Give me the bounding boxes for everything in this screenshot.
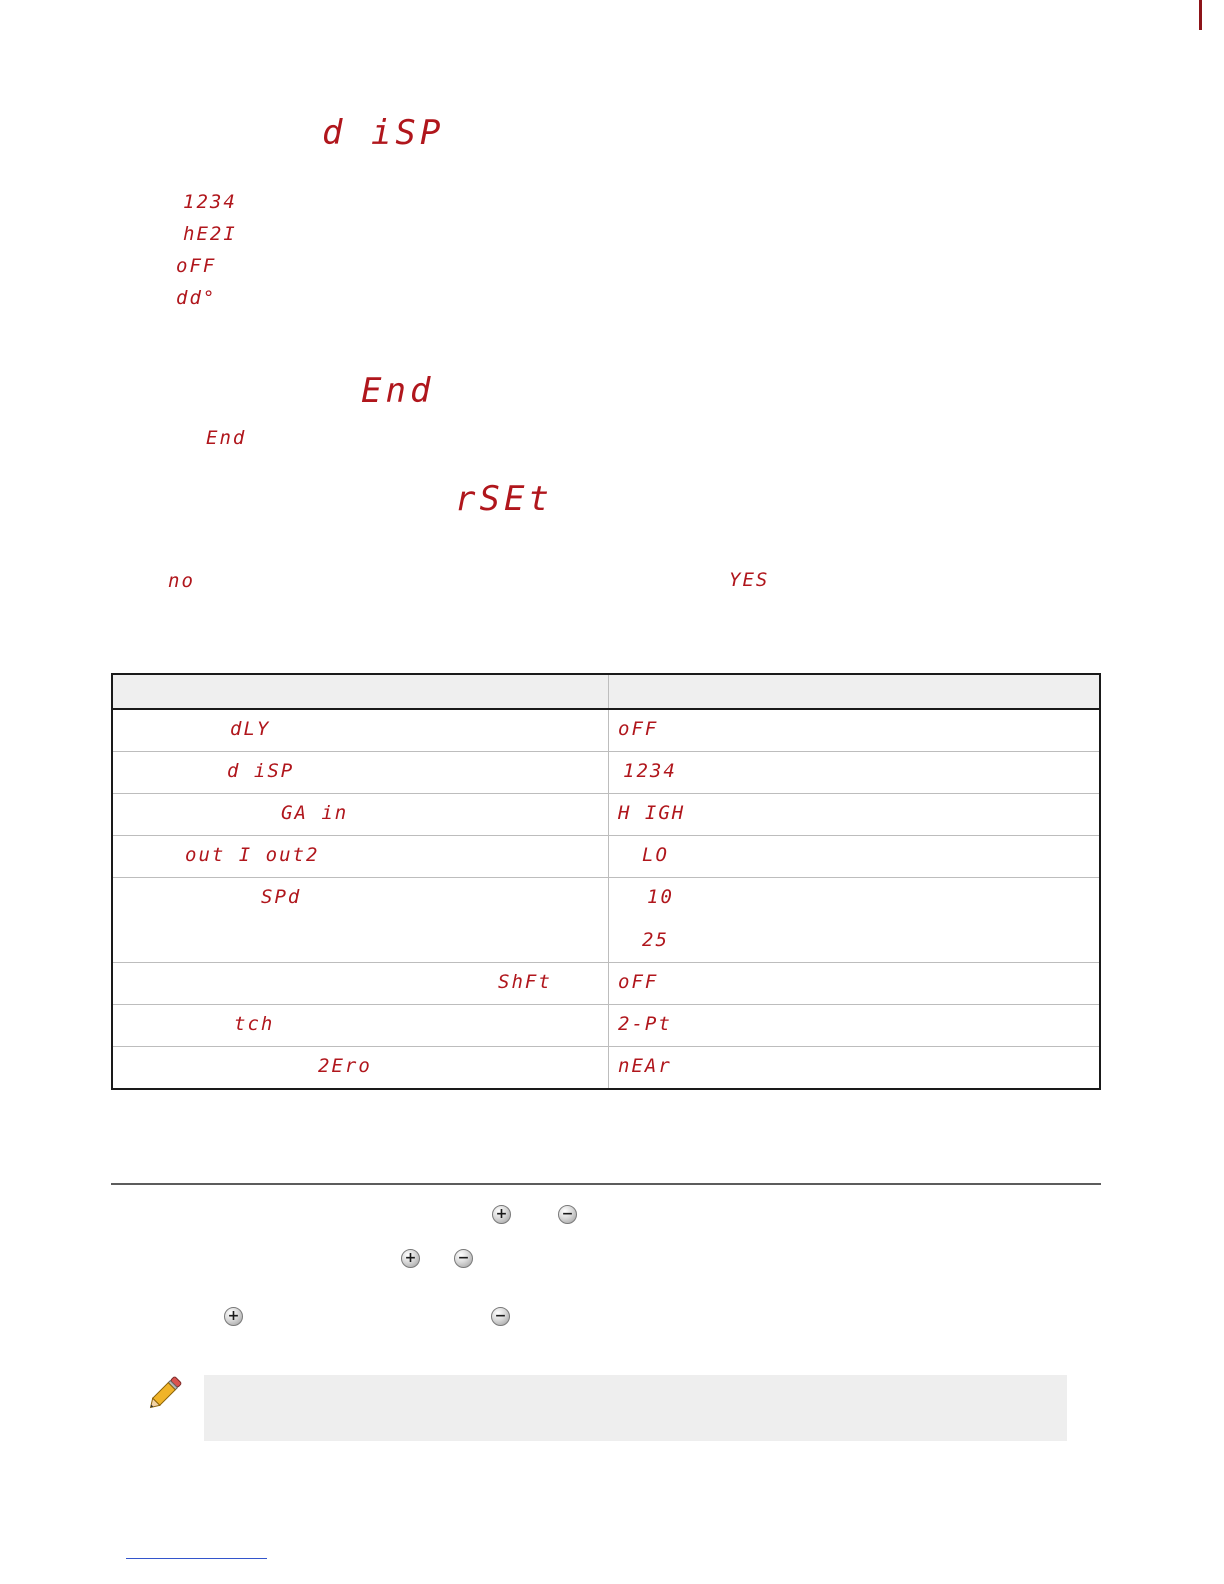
table-cell-value (609, 752, 1101, 794)
param-teach: tch (234, 1013, 275, 1035)
table-cell-value (609, 709, 1101, 752)
disp-option-dd: dd° (176, 287, 217, 309)
param-dly: dLY (230, 718, 271, 740)
table-cell-parameter (112, 836, 609, 878)
plus-button-icon: + (401, 1249, 420, 1268)
table-row (112, 878, 1100, 963)
rset-heading-display: rSEt (455, 479, 553, 519)
table-cell-parameter (112, 794, 609, 836)
param-speed: SPd (261, 886, 302, 908)
value-outputs: LO (642, 844, 669, 866)
note-box (204, 1375, 1067, 1441)
section-divider (111, 1183, 1101, 1185)
table-cell-parameter (112, 878, 609, 963)
disp-option-off: oFF (176, 255, 217, 277)
table-cell-parameter (112, 1047, 609, 1090)
value-teach: 2-Pt (618, 1013, 672, 1035)
table-row (112, 963, 1100, 1005)
footer-link[interactable] (126, 1558, 267, 1559)
disp-option-hE2I: hE2I (183, 223, 237, 245)
value-gain: H IGH (618, 802, 686, 824)
table-row (112, 752, 1100, 794)
rset-yes-display: YES (729, 569, 770, 591)
rset-no-display: no (168, 570, 195, 592)
page-edge-marker (1199, 0, 1202, 30)
table-header-parameter (112, 674, 609, 709)
value-zero: nEAr (618, 1055, 672, 1077)
value-shift: oFF (618, 971, 659, 993)
table-cell-value (609, 836, 1101, 878)
table-cell-parameter (112, 709, 609, 752)
end-heading-display: End (361, 371, 435, 411)
table-cell-value (609, 1047, 1101, 1090)
end-code-display: End (206, 427, 247, 449)
minus-button-icon: − (491, 1307, 510, 1326)
minus-button-icon: − (558, 1205, 577, 1224)
param-outputs: out I out2 (185, 844, 320, 866)
table-header-row (112, 674, 1100, 709)
disp-heading-display: d iSP (322, 113, 445, 153)
table-cell-value (609, 878, 1101, 963)
table-row (112, 1047, 1100, 1090)
value-disp: 1234 (623, 760, 677, 782)
table-row (112, 709, 1100, 752)
table-cell-parameter (112, 1005, 609, 1047)
pencil-icon (142, 1372, 186, 1416)
disp-option-1234: 1234 (183, 191, 237, 213)
plus-button-icon: + (224, 1307, 243, 1326)
factory-defaults-table (111, 673, 1101, 1090)
plus-button-icon: + (492, 1205, 511, 1224)
table-cell-parameter (112, 963, 609, 1005)
table-header-default (609, 674, 1101, 709)
table-row (112, 836, 1100, 878)
param-gain: GA in (281, 802, 349, 824)
table-cell-value (609, 963, 1101, 1005)
table-row (112, 1005, 1100, 1047)
value-dly: oFF (618, 718, 659, 740)
minus-button-icon: − (454, 1249, 473, 1268)
table-row (112, 794, 1100, 836)
table-cell-value (609, 1005, 1101, 1047)
param-shift: ShFt (498, 971, 552, 993)
value-speed-1: 10 (647, 886, 674, 908)
table-cell-parameter (112, 752, 609, 794)
param-zero: 2Ero (318, 1055, 372, 1077)
value-speed-2: 25 (642, 929, 669, 951)
param-disp: d iSP (227, 760, 295, 782)
table-cell-value (609, 794, 1101, 836)
